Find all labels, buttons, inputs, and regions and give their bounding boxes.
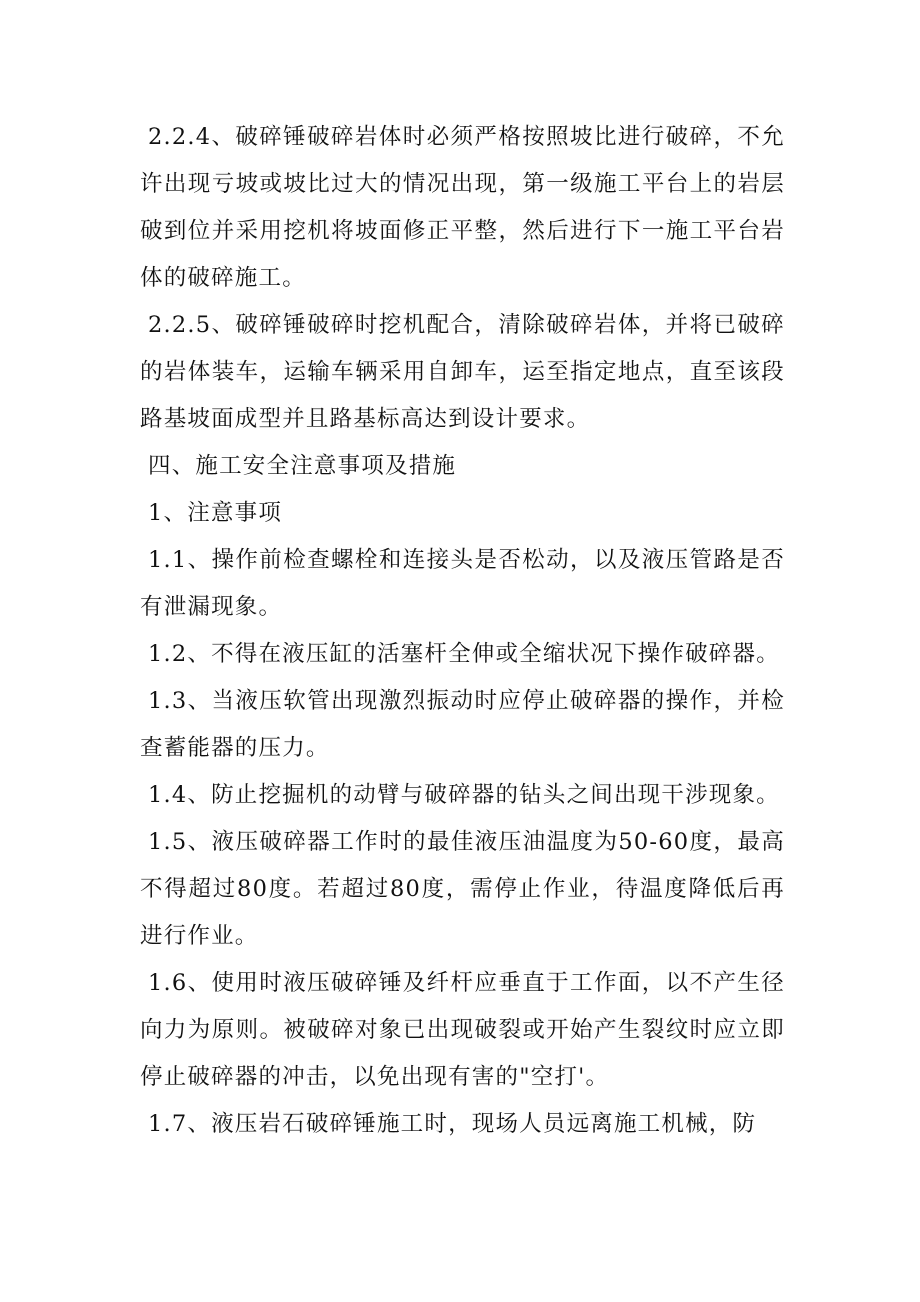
paragraph-2-2-5: 2.2.5、破碎锤破碎时挖机配合，清除破碎岩体，并将已破碎的岩体装车，运输车辆采用自卸车，运至指定地点，直至该段路基坡面成型并且路基标高达到设计要求。: [140, 312, 785, 432]
paragraph-1-7: 1.7、液压岩石破碎锤施工时，现场人员远离施工机械，防: [148, 1111, 757, 1137]
section-heading-safety: 四、施工安全注意事项及措施: [148, 453, 457, 479]
paragraph-1-3: 1.3、当液压软管出现激烈振动时应停止破碎器的操作，并检查蓄能器的压力。: [140, 688, 785, 761]
paragraph-1-5: 1.5、液压破碎器工作时的最佳液压油温度为50-60度，最高不得超过80度。若超过80度，需停止作业，待温度降低后再进行作业。: [140, 829, 785, 949]
paragraph-1-1: 1.1、操作前检查螺栓和连接头是否松动，以及液压管路是否有泄漏现象。: [140, 547, 785, 620]
paragraph-1-2: 1.2、不得在液压缸的活塞杆全伸或全缩状况下操作破碎器。: [148, 641, 780, 667]
document-body: [140, 114, 785, 1148]
paragraph-1-6: 1.6、使用时液压破碎锤及纤杆应垂直于工作面，以不产生径向力为原则。被破碎对象已出现破裂或开始产生裂纹时应立即停止破碎器的冲击，以免出现有害的"空打'。: [140, 970, 785, 1090]
paragraph-2-2-4: 2.2.4、破碎锤破碎岩体时必须严格按照坡比进行破碎，不允许出现亏坡或坡比过大的情况出现，第一级施工平台上的岩层破到位并采用挖机将坡面修正平整，然后进行下一施工平台岩体的破碎施工。: [140, 124, 785, 291]
subsection-heading-notes: 1、注意事项: [148, 500, 283, 526]
paragraph-1-4: 1.4、防止挖掘机的动臂与破碎器的钻头之间出现干涉现象。: [148, 782, 780, 808]
